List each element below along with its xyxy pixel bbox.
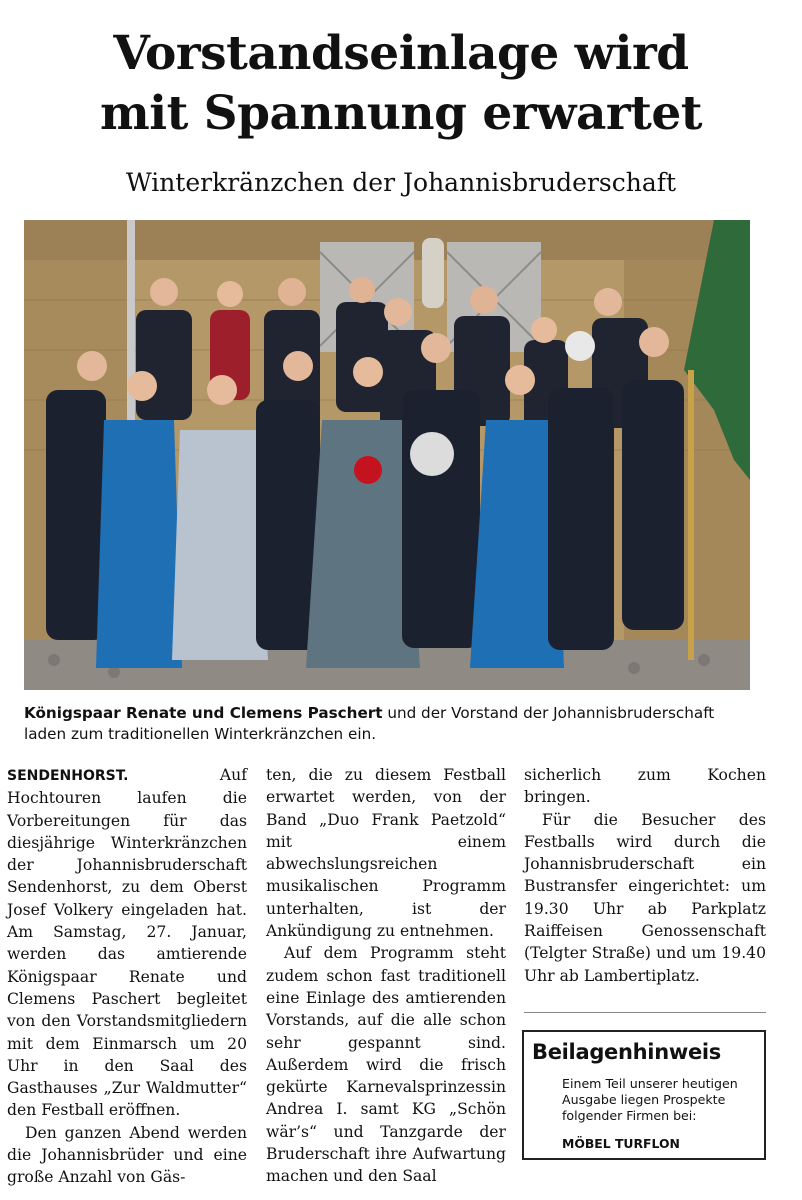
headline-line-2: mit Spannung erwartet	[100, 86, 702, 141]
insert-notice-company: MÖBEL TURFLON	[562, 1136, 680, 1151]
headline-line-1: Vorstandseinlage wird	[113, 26, 689, 81]
group-photo	[24, 220, 750, 690]
photo-caption	[24, 703, 754, 745]
article-column-3	[524, 764, 766, 987]
subheadline: Winterkränzchen der Johannisbruderschaft	[125, 168, 677, 197]
divider	[524, 1012, 766, 1013]
insert-notice-text: Einem Teil unserer heutigen Ausgabe liegen Prospekte folgender Firmen bei:	[562, 1076, 738, 1123]
article-column-2	[266, 764, 506, 1188]
caption-text: und der Vorstand der Johannisbruderschaft laden zum traditionellen Winterkränzchen ein.	[24, 704, 715, 743]
caption-bold: Königspaar Renate und Clemens Paschert	[24, 704, 383, 722]
headline	[0, 24, 802, 144]
paragraph: ten, die zu diesem Festball erwartet werden, von der Band „Duo Frank Paetzold“ mit einem abwechslungsreichen musikalischen Programm unterhalten, ist der Ankündigung zu entnehmen.	[266, 766, 506, 941]
article-column-1	[7, 764, 247, 1189]
paragraph: Auf dem Programm steht zudem schon fast traditionell eine Einlage des amtierenden Vorstands, auf die alle schon sehr gespannt sind. Außerdem wird die frisch gekürte Karnevalsprinzessin Andrea I. samt KG „Schön wär’s“ und Tanzgarde der Bruderschaft ihre Aufwartung machen und den Saal	[266, 944, 506, 1186]
dateline: SENDENHORST.	[7, 768, 129, 784]
paragraph	[7, 764, 247, 1122]
paragraph: Für die Besucher des Festballs wird durch die Johannisbruderschaft ein Bustransfer eingerichtet: um 19.30 Uhr ab Parkplatz Raiffeisen Genossenschaft (Telgter Straße) und um 19.40 Uhr ab Lambertiplatz.	[524, 810, 766, 985]
insert-notice-box	[522, 1030, 766, 1160]
group-photo-illustration	[24, 220, 750, 690]
paragraph: sicherlich zum Kochen bringen.	[524, 766, 766, 807]
paragraph-text: Auf Hochtouren laufen die Vorbereitungen für das diesjährige Winterkränzchen der Johannisbruderschaft Sendenhorst, zu dem Oberst Josef Volkery eingeladen hat. Am Samstag, 27. Januar, werden das amtierende Königspaar Renate und Clemens Paschert begleitet von den Vorstandsmitgliedern mit dem Einmarsch um 20 Uhr in den Saal des Gasthauses „Zur Waldmutter“ den Festball eröffnen.	[7, 766, 247, 1120]
insert-notice-title: Beilagenhinweis	[532, 1040, 721, 1064]
paragraph: Den ganzen Abend werden die Johannisbrüder und eine große Anzahl von Gäs-	[7, 1123, 247, 1187]
